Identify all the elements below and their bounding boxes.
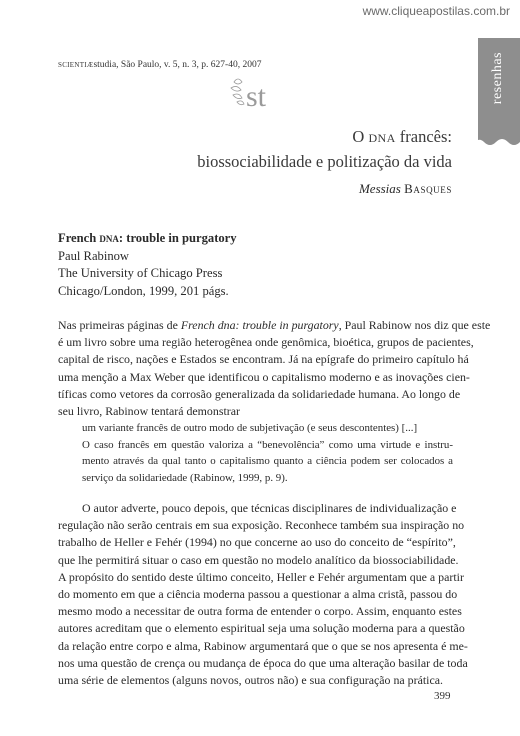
quote-line: um variante francês de outro modo de subjetivação (e seus descontentes) [...] bbox=[82, 422, 418, 434]
author-first-name: Messias bbox=[358, 181, 401, 196]
book-author: Paul Rabinow bbox=[58, 248, 130, 263]
journal-citation: studia, São Paulo, v. 5, n. 3, p. 627-40, 2007 bbox=[93, 60, 262, 70]
paragraph-1 bbox=[58, 317, 491, 420]
page-number: 399 bbox=[434, 690, 451, 702]
journal-logo-icon bbox=[228, 74, 278, 112]
paragraph-line: A propósito do sentido deste último conceito, Heller e Fehér argumentam que a partir bbox=[58, 569, 464, 584]
paragraph-line: que lhe permitirá situar o caso em questão no modelo analítico da biossociabilidade. bbox=[58, 552, 459, 567]
paragraph-line: tíficas como vetores da corrosão generalizada da solidariedade humana. Ao longo de bbox=[58, 386, 461, 401]
quote-line: O caso francês em questão valoriza a “benevolência” como uma virtude e instru- bbox=[82, 438, 453, 451]
journal-reference bbox=[58, 60, 261, 70]
paragraph-line: da relação entre corpo e alma, Rabinow argumentará que o que se nos apresenta é me- bbox=[58, 638, 468, 653]
review-subtitle: biossociabilidade e politização da vida bbox=[197, 152, 452, 171]
section-tab-label: resenhas bbox=[490, 52, 505, 105]
block-quote bbox=[82, 420, 453, 486]
paragraph-line: Nas primeiras páginas de French dna: trouble in purgatory, Paul Rabinow nos diz que este bbox=[58, 318, 491, 332]
book-place-year: Chicago/London, 1999, 201 págs. bbox=[58, 283, 229, 298]
quote-line: mento através da qual tanto o capitalismo quanto a ciência podem ser colocados a bbox=[82, 455, 453, 468]
section-tab bbox=[478, 38, 520, 136]
review-title bbox=[197, 124, 452, 174]
paragraph-line: regulação não serão centrais em sua exposição. Reconhece também sua inspiração no bbox=[58, 518, 465, 533]
paragraph-line: trabalho de Heller e Fehér (1994) no que concerne ao uso do conceito de “espírito”, bbox=[58, 535, 456, 550]
paragraph-line: seu livro, Rabinow tentará demonstrar bbox=[58, 404, 240, 419]
wave-decoration-icon bbox=[478, 134, 520, 150]
watermark-url: www.cliqueapostilas.com.br bbox=[362, 4, 510, 18]
paragraph-line: capital de risco, nações e Estados se encontram. Já na epígrafe do primeiro capítulo há bbox=[58, 352, 469, 367]
paragraph-line: é um livro sobre uma região heterogênea onde genômica, bioética, grupos de pacientes, bbox=[58, 335, 474, 350]
journal-brand: scientiæ bbox=[58, 60, 94, 70]
paragraph-line: nos uma questão de crença ou mudança de época do que uma alteração basilar de toda bbox=[58, 655, 468, 670]
review-author bbox=[359, 181, 452, 197]
paragraph-line: do momento em que a ciência moderna passou a questionar a alma cristã, passou do bbox=[58, 587, 458, 602]
paragraph-2 bbox=[58, 500, 468, 689]
book-reference bbox=[58, 230, 438, 300]
book-title: French dna: trouble in purgatory bbox=[58, 231, 237, 245]
paragraph-line: O autor adverte, pouco depois, que técnicas disciplinares de individualização e bbox=[82, 501, 457, 515]
paragraph-line: uma menção a Max Weber que identificou o capitalismo moderno e as inovações cien- bbox=[58, 369, 470, 384]
review-title-line1: O dna francês: bbox=[352, 127, 452, 146]
quote-line: serviço da solidariedade (Rabinow, 1999, p. 9). bbox=[82, 471, 288, 484]
paragraph-line: mesmo modo a necessitar de outra forma de entender o corpo. Assim, enquanto estes bbox=[58, 604, 462, 619]
author-last-name: Basques bbox=[404, 181, 452, 196]
paragraph-line: autores acreditam que o elemento espiritual seja uma solução moderna para a questão bbox=[58, 621, 465, 636]
journal-logo-letters: st bbox=[246, 80, 267, 112]
paragraph-line: uma série de elementos (alguns novos, outros não) e sua configuração na prática. bbox=[58, 673, 443, 688]
book-publisher: The University of Chicago Press bbox=[58, 266, 223, 280]
